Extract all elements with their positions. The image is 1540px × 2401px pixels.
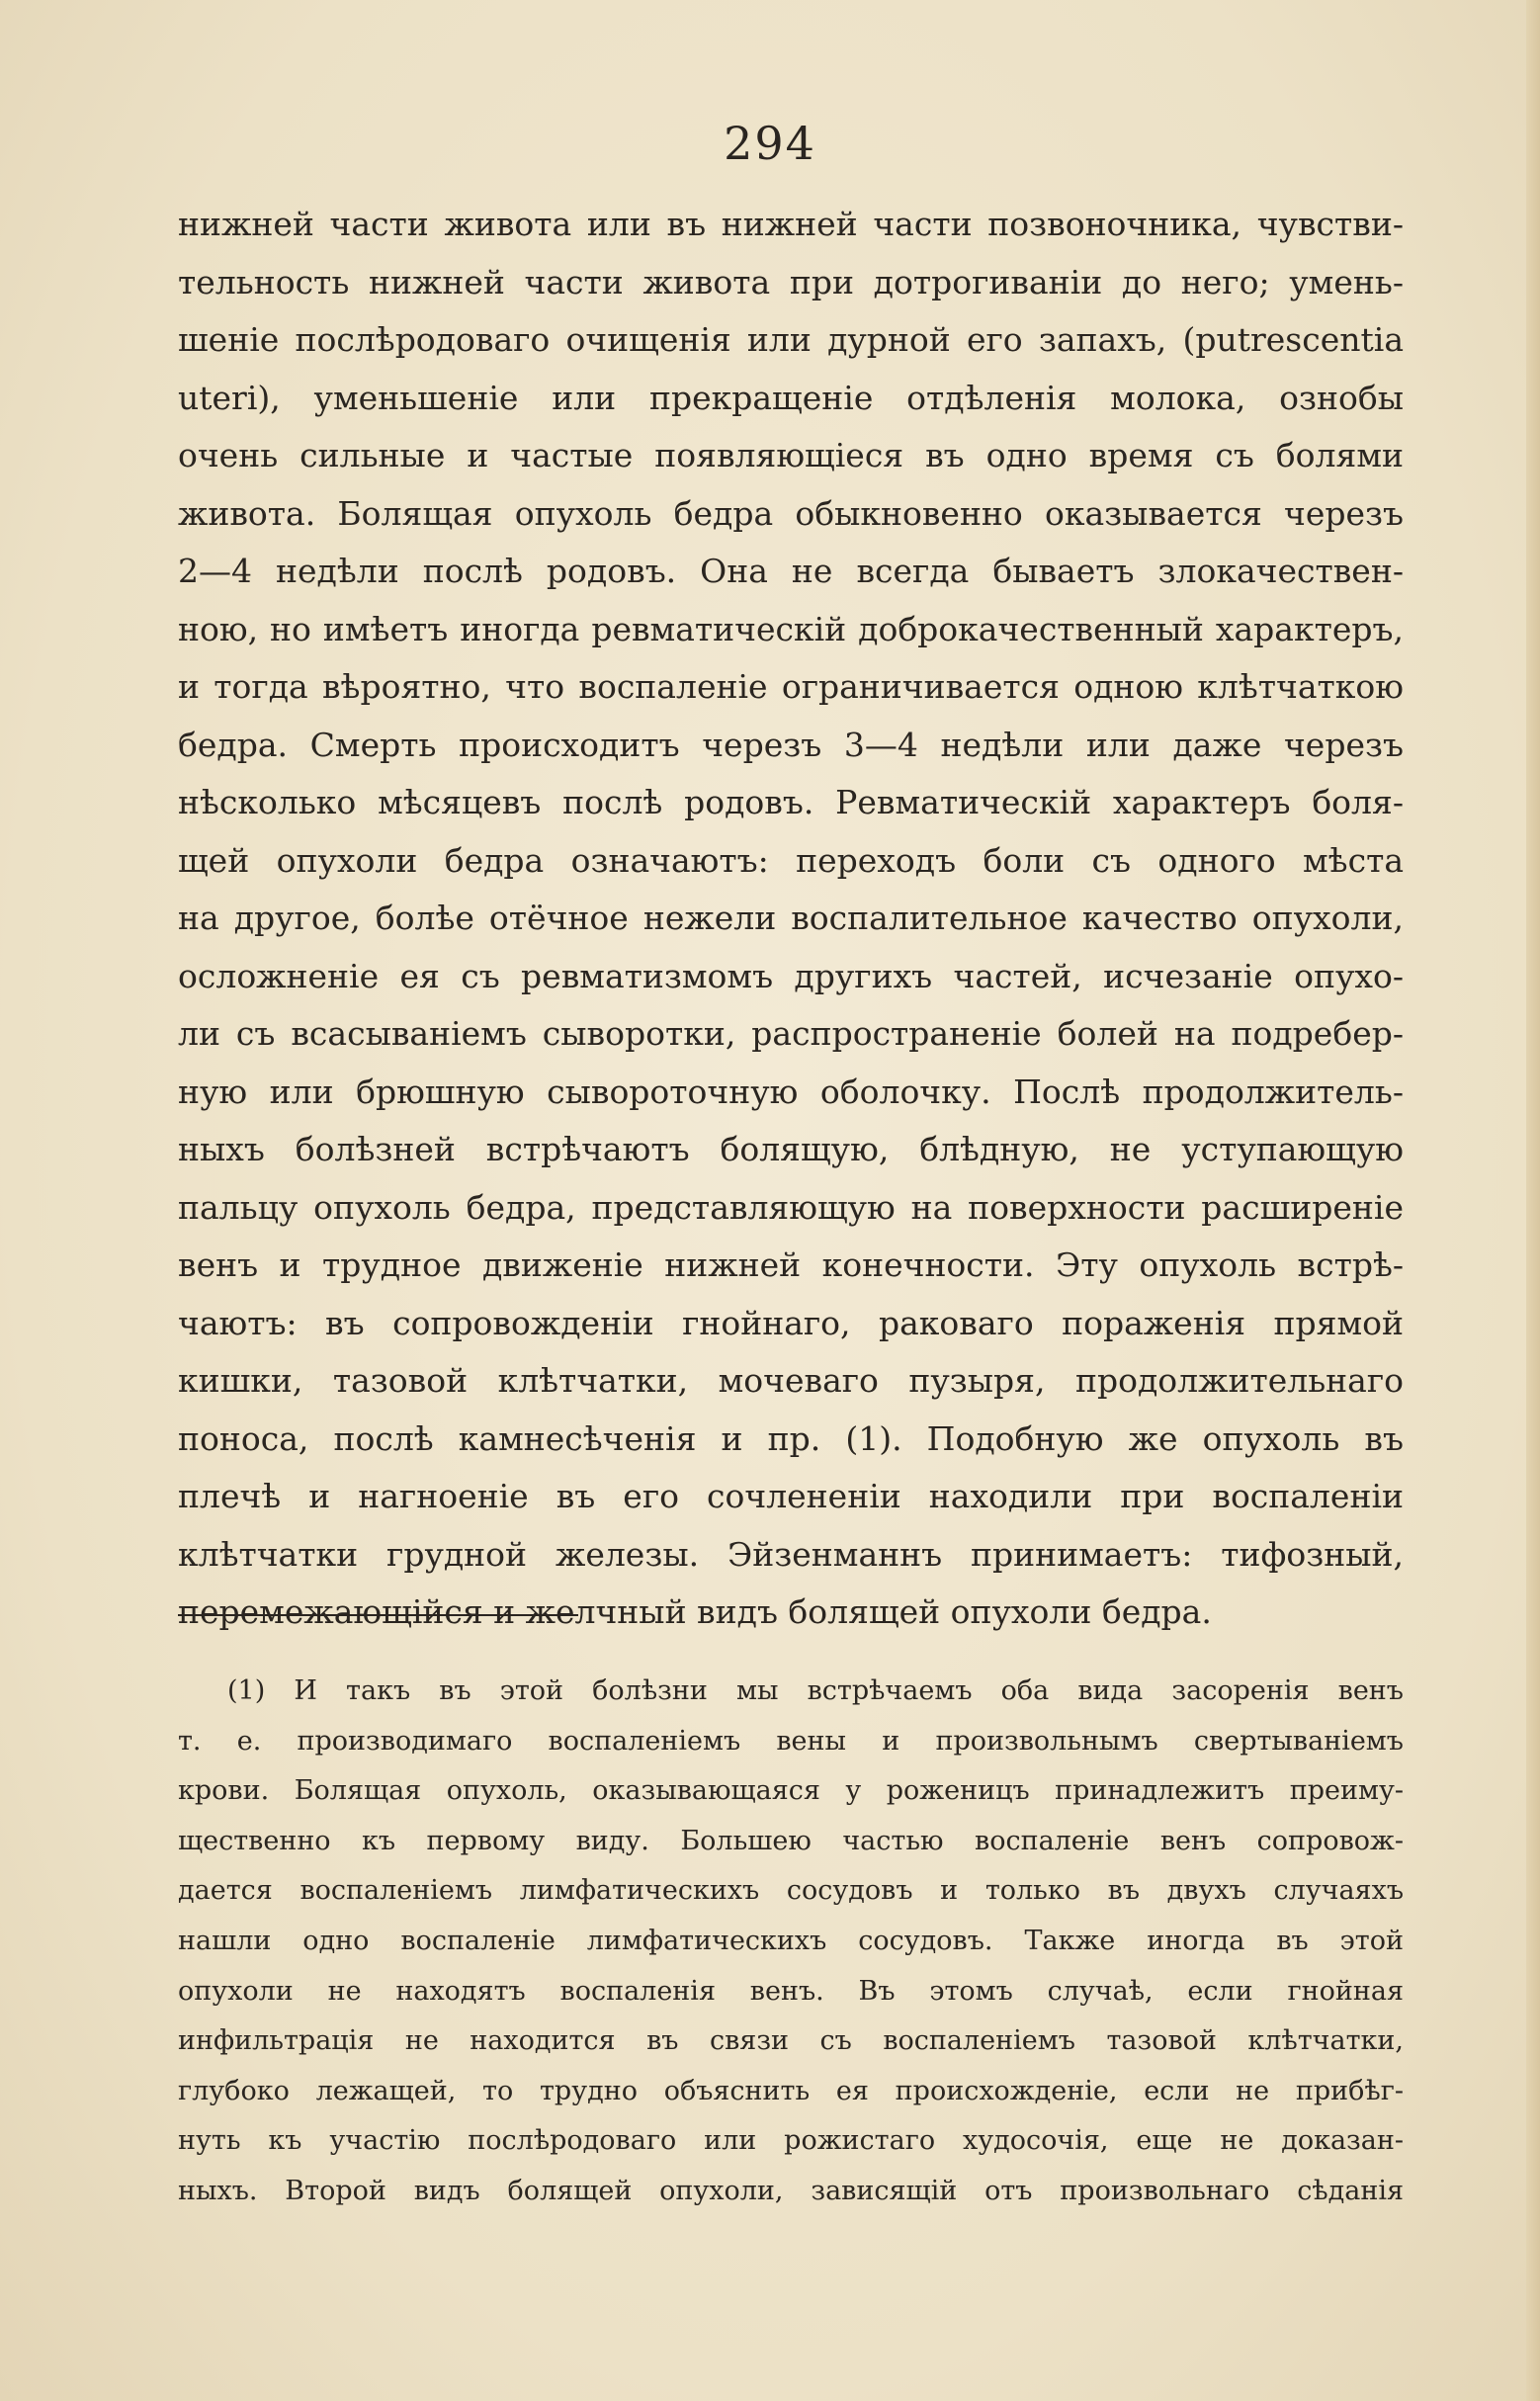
main_text-line: чаютъ: въ сопровожденіи гнойнаго, раковаго пораженія прямой: [178, 1303, 1404, 1342]
footnote-line: т. е. производимаго воспаленіемъ вены и произвольнымъ свертываніемъ: [178, 1725, 1404, 1757]
main_text-line: тельность нижней части живота при дотрогиваніи до него; умень-: [178, 262, 1404, 301]
main_text-line: на другое, болѣе отёчное нежели воспалительное качество опухоли,: [178, 899, 1404, 937]
main_text-line: щей опухоли бедра означаютъ: переходъ боли съ одного мѣста: [178, 840, 1404, 880]
main_text-line: шеніе послѣродоваго очищенія или дурной его запахъ, (putrescentia: [178, 320, 1404, 359]
main_text-line: плечѣ и нагноеніе въ его сочлененіи находили при воспаленіи: [178, 1477, 1404, 1515]
main_text-line: перемежающійся и желчный видъ болящей опухоли бедра.: [178, 1592, 1212, 1631]
footnote-line: нашли одно воспаленіе лимфатическихъ сосудовъ. Также иногда въ этой: [178, 1925, 1404, 1956]
main_text-line: пальцу опухоль бедра, представляющую на поверхности расширеніе: [178, 1187, 1404, 1227]
main_text-line: поноса, послѣ камнесѣченія и пр. (1). Подобную же опухоль въ: [178, 1418, 1404, 1458]
main-text-block: [178, 196, 1404, 1642]
footnote-line: щественно къ первому виду. Большею частью воспаленіе венъ сопровож-: [178, 1825, 1404, 1856]
main_text-line: очень сильные и частые появляющіеся въ одно время съ болями: [178, 436, 1404, 474]
footnote-line: (1) И такъ въ этой болѣзни мы встрѣчаемъ оба вида засоренія венъ: [227, 1675, 1404, 1706]
main_text-line: ныхъ болѣзней встрѣчаютъ болящую, блѣдную, не уступающую: [178, 1130, 1404, 1168]
main_text-line: нижней части живота или въ нижней части позвоночника, чувстви-: [178, 205, 1404, 243]
main_text-line: бедра. Смерть происходитъ черезъ 3—4 недѣли или даже черезъ: [178, 725, 1404, 764]
main_text-line: ную или брюшную сывороточную оболочку. Послѣ продолжитель-: [178, 1072, 1404, 1111]
main_text-line: ли съ всасываніемъ сыворотки, распространеніе болей на подребер-: [178, 1014, 1404, 1053]
main_text-line: нѣсколько мѣсяцевъ послѣ родовъ. Ревматическій характеръ боля-: [178, 783, 1404, 821]
main_text-line: uteri), уменьшеніе или прекращеніе отдѣленія молока, ознобы: [178, 378, 1404, 417]
main_text-line: живота. Болящая опухоль бедра обыкновенно оказывается черезъ: [178, 493, 1404, 533]
footnote-separator: [178, 1614, 578, 1616]
footnote-line: нуть къ участію послѣродоваго или рожистаго худосочія, еще не доказан-: [178, 2125, 1404, 2157]
main_text-line: осложненіе ея съ ревматизмомъ другихъ частей, исчезаніе опухо-: [178, 956, 1404, 995]
footnote-line: опухоли не находятъ воспаленія венъ. Въ этомъ случаѣ, если гнойная: [178, 1975, 1404, 2007]
footnote-line: крови. Болящая опухоль, оказывающаяся у роженицъ принадлежитъ преиму-: [178, 1775, 1404, 1807]
main_text-line: 2—4 недѣли послѣ родовъ. Она не всегда бываетъ злокачествен-: [178, 552, 1404, 590]
footnote-line: инфильтрація не находится въ связи съ воспаленіемъ тазовой клѣтчатки,: [178, 2025, 1404, 2057]
main_text-line: и тогда вѣроятно, что воспаленіе ограничивается одною клѣтчаткою: [178, 667, 1404, 706]
footnote-line: ныхъ. Второй видъ болящей опухоли, зависящій отъ произвольнаго сѣданія: [178, 2175, 1404, 2206]
page-edge: [1526, 0, 1540, 2401]
main_text-line: клѣтчатки грудной железы. Эйзенманнъ принимаетъ: тифозный,: [178, 1534, 1404, 1574]
main_text-line: венъ и трудное движеніе нижней конечности. Эту опухоль встрѣ-: [178, 1245, 1404, 1284]
page-number: 294: [724, 117, 816, 170]
footnote-line: дается воспаленіемъ лимфатическихъ сосудовъ и только въ двухъ случаяхъ: [178, 1875, 1404, 1907]
footnote-line: глубоко лежащей, то трудно объяснить ея происхожденіе, если не прибѣг-: [178, 2075, 1404, 2106]
main_text-line: кишки, тазовой клѣтчатки, мочеваго пузыря, продолжительнаго: [178, 1361, 1404, 1400]
main_text-line: ною, но имѣетъ иногда ревматическій доброкачественный характеръ,: [178, 609, 1404, 648]
footnote-block: [178, 1667, 1404, 2217]
